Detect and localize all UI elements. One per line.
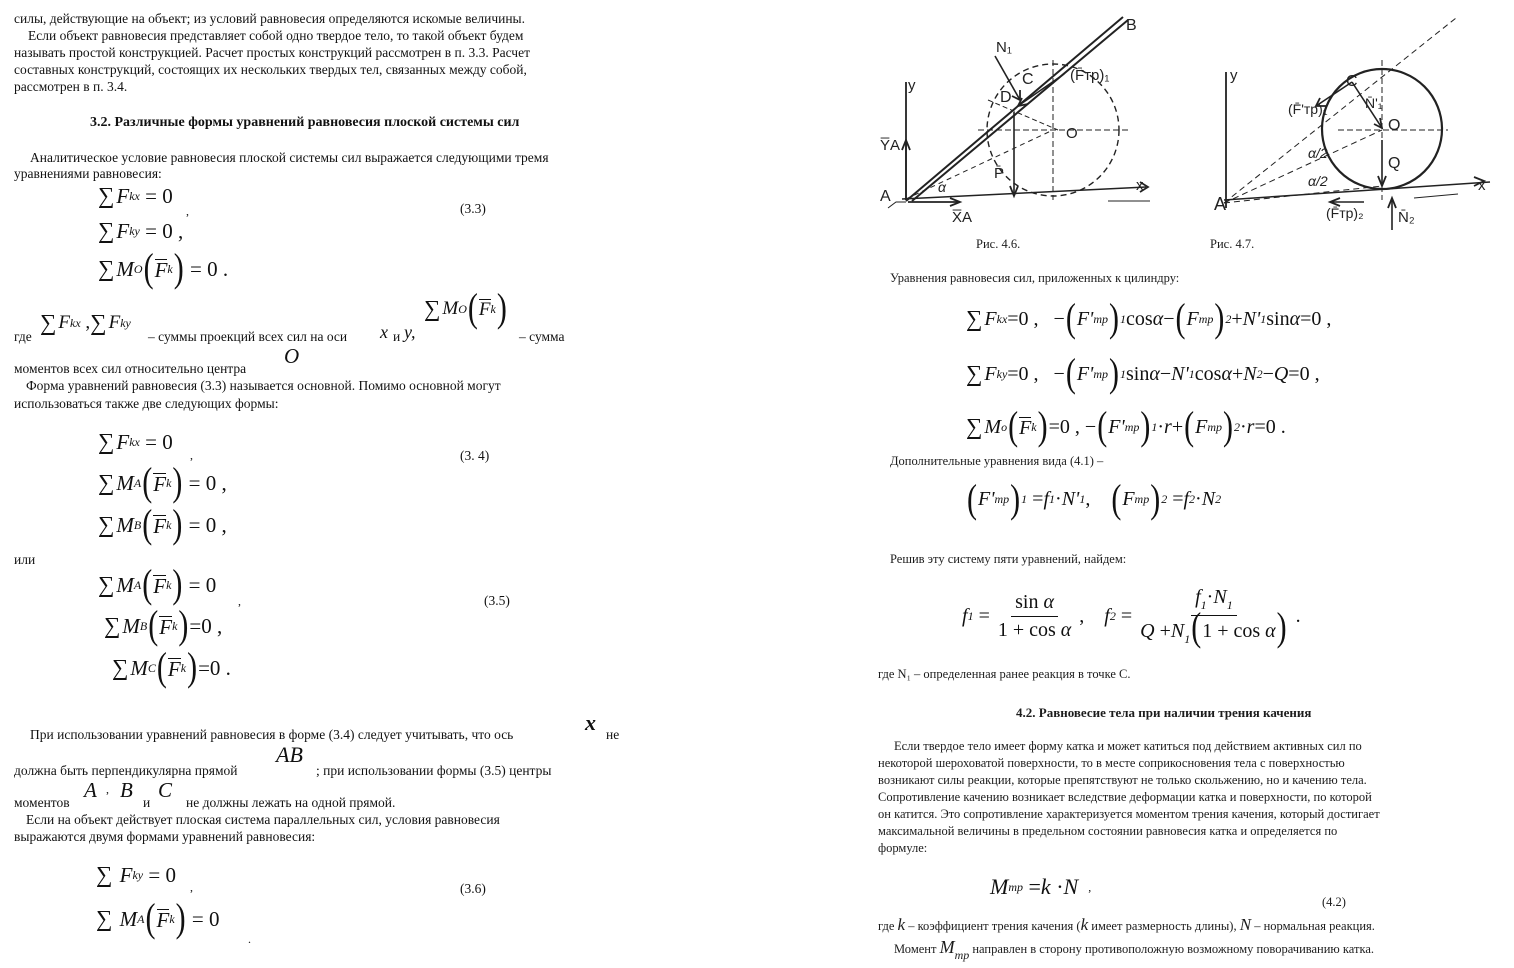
use-line-4: моментов (14, 795, 70, 810)
rolling-line-4: Сопротивление качению возникает вследствие деформации катка и поверхности, по которой (878, 790, 1372, 804)
rolling-line-5: он катится. Это сопротивление характеризуется моментом трения качения, который достигает (878, 807, 1380, 821)
where-mid: – суммы проекций всех сил на оси (148, 329, 348, 344)
moment-line: Момент Mmp направлен в сторону противоположную возможному поворачиванию катка. (894, 937, 1375, 962)
figures-4-6-4-7 (868, 0, 1514, 260)
fig46-label-c: C (1022, 71, 1034, 88)
fig47-label-c: C (1346, 73, 1358, 90)
analytic-line-2: уравнениями равновесия: (14, 166, 162, 181)
eq-3-5-sum-mb: ∑ M B ( F k ) =0 , (104, 603, 223, 648)
section-heading: 3.2. Различные формы уравнений равновесия плоской системы сил (90, 115, 520, 130)
extra-eq-formulas: ( F' mp ) 1 = f 1 · N' 1 , ( F mp ) 2 = f 2 · N 2 (967, 476, 1222, 522)
fig46-label-ya: Y̅A (880, 137, 901, 154)
eq-3-6-sum-ma: ∑ M A ( F k ) = 0 (96, 896, 220, 941)
eq-3-4-number: (3. 4) (460, 448, 490, 463)
rolling-line-6: максимальной величины в предельном состоянии равновесия катка и определяется по (878, 824, 1338, 838)
eq-3-3-sum-fx: ∑ F kx = 0 (98, 183, 173, 208)
eq-3-5-number: (3.5) (484, 593, 510, 608)
fig46-label-y: y (908, 77, 916, 94)
fig46-label-b: B (1126, 17, 1137, 34)
eq-3-6-sum-fy: ∑ F ky = 0 (96, 862, 176, 887)
use-a: A (84, 778, 97, 802)
fig47-label-ftr1: (F̄'тр)₁ (1288, 101, 1328, 117)
fig46-label-p: P̄ (994, 165, 1005, 182)
fig47-label-y: y (1230, 67, 1238, 84)
fig47-caption: Рис. 4.7. (1210, 237, 1255, 251)
fig46-label-ftr: (F̄тр)₁ (1070, 67, 1110, 84)
where-prefix: где (14, 329, 32, 344)
fig47-label-o: O (1388, 117, 1401, 134)
fig46-label-n1: N₁ (996, 39, 1012, 56)
fig47-label-n2: N̄₂ (1398, 209, 1415, 226)
fig47-label-q: Q (1388, 155, 1401, 172)
left-page (0, 0, 640, 968)
use-and: и (143, 795, 151, 810)
sum-mo-inline: ∑ M O ( F k ) (424, 286, 507, 331)
comma: , (190, 448, 193, 462)
fig47-label-alpha2-upper: α/2 (1308, 145, 1328, 161)
fig46-label-a: A (880, 188, 891, 205)
k-line: где k – коэффициент трения качения (k имеет размерность длины), N – нормальная реакция. (878, 915, 1375, 934)
fig47-label-ftr2: (F̄тр)₂ (1326, 205, 1364, 221)
where-end: – сумма (519, 329, 565, 344)
fig47-label-x: x (1478, 177, 1486, 194)
form-line-2: использоваться также две следующих формы: (14, 396, 279, 411)
cyl-eq-3: ∑ M o ( F k ) =0 , − ( F' mp ) 1 · r + ( F mp ) 2 · r =0 . (966, 404, 1286, 449)
eq-3-3-sum-fy: ∑ F ky = 0 , (98, 218, 184, 243)
comma: , (106, 782, 109, 796)
ili: или (14, 552, 36, 567)
center-o: O (284, 344, 300, 368)
intro-line-1: силы, действующие на объект; из условий равновесия определяются искомые величины. (14, 11, 526, 26)
intro-line-3: называть простой конструкцией. Расчет простых конструкций рассмотрен в п. 3.3. Расчет (14, 45, 530, 60)
fig47-label-n1: N̄'₁ (1365, 95, 1383, 111)
dot: . (248, 932, 251, 946)
solution-f1-f2: f 1 = $\frac{\text{sin α}}{\text{1 + cos α}}$ , f 2 = $\frac{f_1\cdot N_1}{Q +N_1(1 + \cos \alpha)}$ . (962, 586, 1301, 650)
rolling-line-3: возникают силы реакции, которые препятствуют не только скольжению, но и качению тела. (878, 773, 1367, 787)
sum-fkx-fky: ∑ F kx , ∑ F ky (40, 310, 131, 335)
rolling-line-2: некоторой шероховатой поверхности, то в месте соприкосновения тела с поверхностью (878, 756, 1345, 770)
where-and: и (393, 329, 401, 344)
use-c: C (158, 778, 173, 802)
use-ne: не (606, 727, 620, 742)
use-line-5: не должны лежать на одной прямой. (186, 795, 396, 810)
fig46-label-d: D (1000, 89, 1012, 106)
eq-4-2-number: (4.2) (1322, 895, 1346, 909)
eq-4-2: M mp = k · N , (990, 874, 1092, 899)
fig46-label-x: x (1136, 177, 1144, 194)
axis-x: x (380, 322, 388, 342)
eq-3-5-sum-ma: ∑ M A ( F k ) = 0 (98, 562, 217, 607)
eq-3-4-sum-mb: ∑ M B ( F k ) = 0 , (98, 502, 227, 547)
parallel-line-1: Если на объект действует плоская система параллельных сил, условия равновесия (26, 812, 500, 827)
eq-3-3-sum-mo: ∑ M O ( F k ) = 0 . (98, 246, 229, 291)
use-line-3: ; при использовании формы (3.5) центры (316, 763, 552, 778)
comma: , (186, 204, 189, 218)
eq-3-4-sum-fx: ∑ F kx = 0 (98, 429, 173, 454)
intro-line-4: составных конструкций, состоящих их нескольких твердых тел, связанных между собой, (14, 62, 527, 77)
cyl-eq-intro: Уравнения равновесия сил, приложенных к цилиндру: (890, 271, 1180, 285)
use-x: x (585, 710, 596, 735)
use-line-2: должна быть перпендикулярна прямой (14, 763, 238, 778)
eq-3-3-number: (3.3) (460, 201, 486, 216)
fig47-label-a: A (1214, 194, 1227, 214)
intro-line-5: рассмотрен в п. 3.4. (14, 79, 128, 94)
parallel-line-2: выражаются двумя формами уравнений равновесия: (14, 829, 316, 844)
moments-line: моментов всех сил относительно центра (14, 361, 247, 376)
rolling-line-1: Если твердое тело имеет форму катка и может катиться под действием активных сил по (894, 739, 1362, 753)
fig47-label-alpha2-lower: α/2 (1308, 173, 1328, 189)
fig46-label-xa: X̅A (952, 209, 973, 226)
analytic-line-1: Аналитическое условие равновесия плоской системы сил выражается следующими тремя (30, 150, 549, 165)
page-gutter (640, 0, 868, 968)
use-line-1: При использовании уравнений равновесия в форме (3.4) следует учитывать, что ось (30, 727, 514, 742)
solve-text: Решив эту систему пяти уравнений, найдем: (890, 552, 1127, 566)
eq-3-4-sum-ma: ∑ M A ( F k ) = 0 , (98, 460, 227, 505)
form-line-1: Форма уравнений равновесия (3.3) называется основной. Помимо основной могут (26, 378, 501, 393)
fig46-label-alpha: α (938, 179, 946, 195)
intro-line-2: Если объект равновесия представляет собой одно твердое тело, то такой объект будем (28, 28, 524, 43)
fig46-label-o: O (1066, 125, 1078, 142)
cyl-eq-1: ∑ F kx =0 , − ( F' mp ) 1 cos α − ( F mp ) 2 + N' 1 sin α =0 , (966, 296, 1332, 341)
axis-y: y, (404, 322, 416, 342)
eq-3-6-number: (3.6) (460, 881, 486, 896)
comma: , (190, 880, 193, 894)
where-n1: где N₁ – определенная ранее реакция в точке C. (878, 667, 1131, 681)
comma: , (238, 594, 241, 608)
extra-eq: Дополнительные уравнения вида (4.1) – (890, 454, 1104, 468)
use-ab: AB (276, 742, 303, 767)
rolling-line-7: формуле: (878, 841, 928, 855)
use-b: B (120, 778, 133, 802)
cyl-eq-2: ∑ F ky =0 , − ( F' mp ) 1 sin α − N' 1 cos α + N 2 − Q =0 , (966, 351, 1320, 396)
eq-3-5-sum-mc: ∑ M C ( F k ) =0 . (112, 645, 231, 690)
fig46-caption: Рис. 4.6. (976, 237, 1021, 251)
right-page (868, 0, 1514, 968)
rolling-heading: 4.2. Равновесие тела при наличии трения качения (1016, 705, 1312, 720)
